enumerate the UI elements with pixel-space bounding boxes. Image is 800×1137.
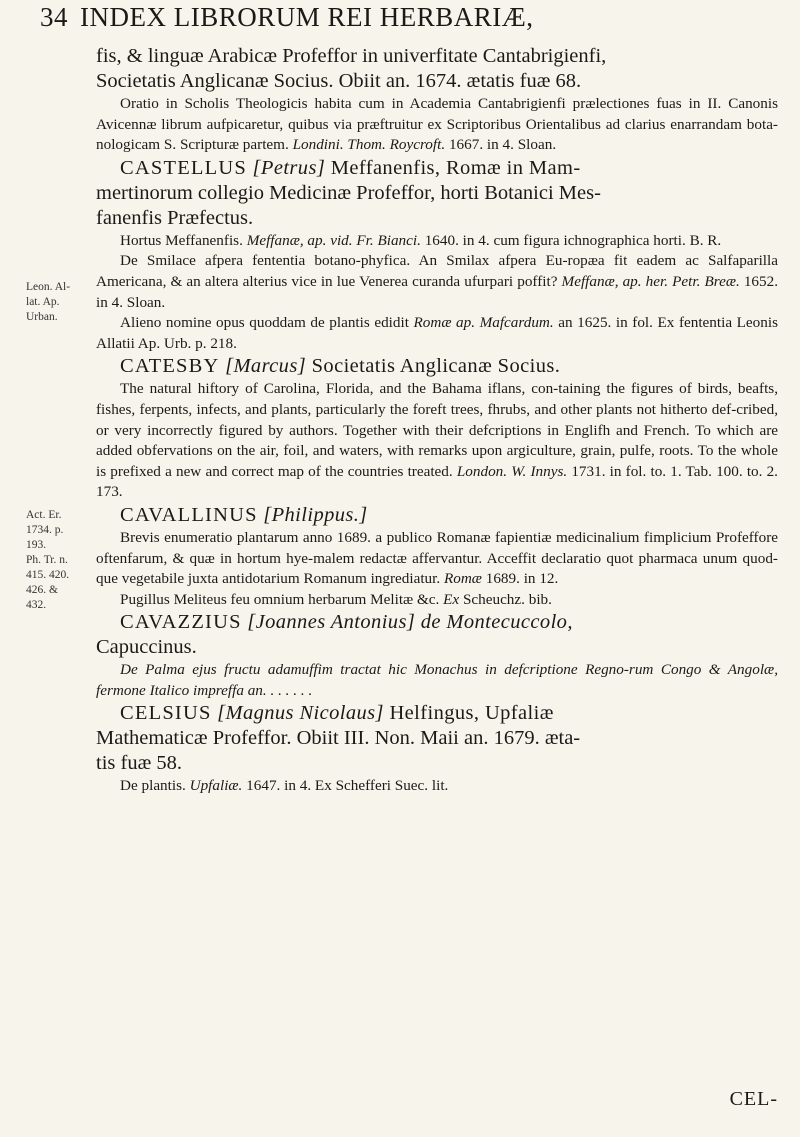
entry-brevis: Brevis enumeratio plantarum anno 1689. a publico Romanæ fapientiæ medicinalium fimplicium Profeffore oftenfarum, & quæ in hortum hye-malem redactæ affervantur. Acceffit declaratio quot pharmaca unum quod-que vegetabile juxta antidotarium Romanum ingrediatur. Romæ 1689. in 12.: [96, 528, 778, 588]
author-heading-cavazzius: CAVAZZIUS [Joannes Antonius] de Montecuccolo,: [120, 611, 573, 634]
entry-hortus: Hortus Meffanenfis. Meffanæ, ap. vid. Fr. Bianci. 1640. in 4. cum figura ichnographica horti. B. R.: [120, 231, 722, 249]
author-heading-celsius-cont: tis fuæ 58.: [96, 752, 182, 775]
author-heading-cavazzius-cont: Capuccinus.: [96, 636, 197, 659]
page-number: 34: [40, 2, 68, 32]
entry-natural-history: The natural hiftory of Carolina, Florida, and the Bahama iflans, con-taining the figures of birds, beafts, fishes, ferpents, infects, and plants, particularly the foreft trees, fhrubs, and other plants not hitherto def-cribed, or very incorrectly figured by authors. Together with their defcriptions in Englifh and French. To which are added obfervations on the air, foil, and waters, with remarks upon argiculture, grain, pulfe, roots. To the whole is prefixed a new and correct map of the countries treated. London. W. Innys. 1731. in fol. to. 1. Tab. 100. to. 2. 173.: [96, 380, 778, 501]
catchword: CEL-: [729, 1088, 778, 1110]
author-heading-castellus: CASTELLUS [Petrus] Meffanenfis, Romæ in Mam-: [120, 156, 581, 179]
author-heading-castellus-cont: mertinorum collegio Medicinæ Profeffor, horti Botanici Mes-: [96, 181, 601, 204]
running-title: INDEX LIBRORUM REI HERBARIÆ,: [80, 2, 534, 32]
author-heading-celsius: CELSIUS [Magnus Nicolaus] Helfingus, Upfaliæ: [120, 702, 554, 725]
continuation-line: fis, & linguæ Arabicæ Profeffor in univerfitate Cantabrigienfi,: [96, 45, 607, 67]
entry-alieno: Alieno nomine opus quoddam de plantis edidit Romæ ap. Mafcardum. an 1625. in fol. Ex fententia Leonis Allatii Ap. Urb. p. 218.: [96, 314, 778, 352]
margin-note-leon-allatii: Leon. Al- lat. Ap. Urban.: [26, 281, 71, 323]
author-heading-celsius-cont: Mathematicæ Profeffor. Obiit III. Non. Maii an. 1679. æta-: [96, 727, 581, 750]
margin-note-acta-eruditorum: Act. Er. 1734. p. 193. Ph. Tr. n. 415. 420. 426. & 432.: [26, 509, 70, 611]
author-heading-catesby: CATESBY [Marcus] Societatis Anglicanæ Socius.: [120, 355, 561, 378]
continuation-line: Societatis Anglicanæ Socius. Obiit an. 1674. ætatis fuæ 68.: [96, 70, 582, 92]
entry-pugillus: Pugillus Meliteus feu omnium herbarum Melitæ &c. Ex Scheuchz. bib.: [120, 590, 552, 608]
author-heading-cavallinus: CAVALLINUS [Philippus.]: [120, 503, 368, 526]
entry-smilace: De Smilace afpera fententia botano-phyfica. An Smilax afpera Eu-ropæa fit eadem ac Salfaparilla Americana, & an altera alterius vice in lue Venerea curanda ufurpari poffit? Meffanæ, ap. her. Petr. Breæ. 1652. in 4. Sloan.: [96, 252, 779, 311]
entry-oratio: Oratio in Scholis Theologicis habita cum in Academia Cantabrigienfi prælectiones fuas in II. Canonis Avicennæ librum aufpicaretur, quibus via præftruitur ex Scriptoribus Orientalibus ad clarius enarrandam bota-nologicam S. Scripturæ partem. Londini. Thom. Roycroft. 1667. in 4. Sloan.: [96, 95, 778, 154]
entry-palma: De Palma ejus fructu adamuffim tractat hic Monachus in defcriptione Regno-rum Congo & Angolæ, fermone Italico impreffa an. . . . . . .: [96, 661, 778, 699]
index-text: [96, 44, 778, 797]
entry-de-plantis: De plantis. Upfaliæ. 1647. in 4. Ex Schefferi Suec. lit.: [120, 777, 449, 795]
author-heading-castellus-cont: fanenfis Præfectus.: [96, 206, 254, 229]
running-head: [40, 2, 780, 33]
